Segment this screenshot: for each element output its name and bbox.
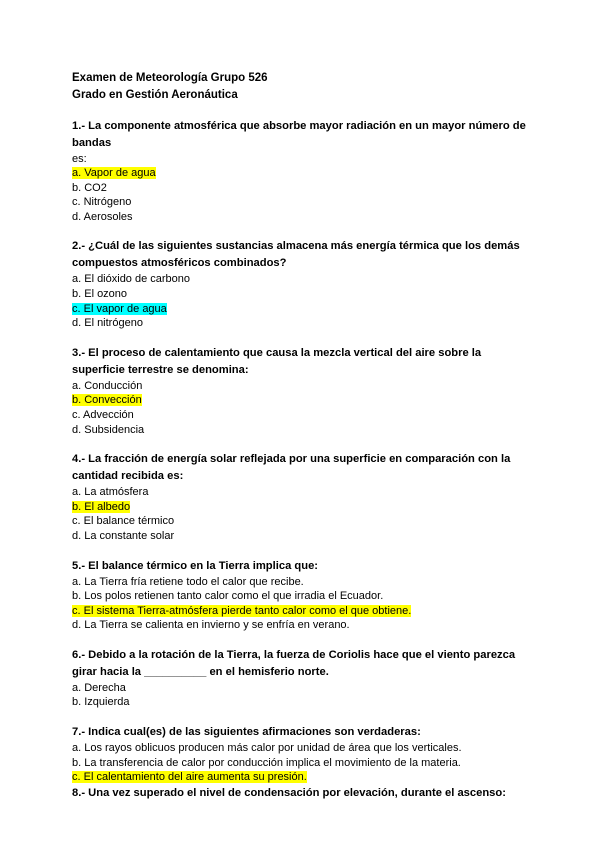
answer-option: b. La transferencia de calor por conducción implica el movimiento de la materia.: [72, 756, 461, 769]
answer-option: d. Subsidencia: [72, 423, 145, 436]
answer-option: a. Los rayos oblicuos producen más calor por unidad de área que los verticales.: [72, 742, 462, 755]
question-2: [72, 238, 532, 330]
answer-option: a. Conducción: [72, 379, 143, 392]
answer-option: b. El albedo: [72, 500, 131, 513]
answer-option: b. Izquierda: [72, 696, 130, 709]
answer-option: a. Derecha: [72, 681, 126, 694]
answer-option: a. Vapor de agua: [72, 167, 156, 179]
answer-option: a. La Tierra fría retiene todo el calor que recibe.: [72, 575, 304, 588]
answer-option: d. Aerosoles: [72, 210, 133, 223]
question-title: 3.- El proceso de calentamiento que causa la mezcla vertical del aire sobre la superficie terrestre se denomina:: [72, 346, 482, 376]
answer-option: a. La atmósfera: [72, 486, 149, 499]
question-title: 7.- Indica cual(es) de las siguientes afirmaciones son verdaderas:: [72, 726, 421, 739]
answer-option: c. El balance térmico: [72, 515, 175, 528]
answer-option: b. Convección: [72, 394, 142, 407]
question-4: [72, 451, 532, 543]
question-5: [72, 558, 532, 633]
answer-option: a. El dióxido de carbono: [72, 273, 191, 286]
answer-option: c. El vapor de agua: [72, 302, 167, 315]
exam-subtitle: Grado en Gestión Aeronáutica: [72, 89, 238, 101]
answer-option: c. El calentamiento del aire aumenta su presión.: [72, 771, 307, 784]
exam-page: [72, 70, 532, 802]
answer-option: c. El sistema Tierra-atmósfera pierde tanto calor como el que obtiene.: [72, 604, 412, 617]
question-title: 1.- La componente atmosférica que absorbe mayor radiación en un mayor número de bandas: [72, 120, 526, 149]
answer-option: d. La constante solar: [72, 529, 175, 542]
answer-option: b. CO2: [72, 181, 107, 194]
answer-option: b. Los polos retienen tanto calor como el que irradia el Ecuador.: [72, 590, 384, 603]
answer-option: d. La Tierra se calienta en invierno y se enfría en verano.: [72, 619, 350, 632]
question-title: 4.- La fracción de energía solar reflejada por una superficie en comparación con la cantidad recibida es:: [72, 453, 511, 483]
question-7: [72, 724, 532, 785]
answer-option: c. Nitrógeno: [72, 196, 132, 209]
answer-option: d. El nitrógeno: [72, 317, 143, 330]
question-6: [72, 647, 532, 710]
answer-option: c. Advección: [72, 408, 134, 421]
question-title: 6.- Debido a la rotación de la Tierra, la fuerza de Coriolis hace que el viento parezca girar hacia la __________ en el hemisferio norte.: [72, 648, 516, 678]
question-title: 5.- El balance térmico en la Tierra implica que:: [72, 559, 319, 572]
exam-header: [72, 70, 532, 104]
question-1: [72, 118, 532, 224]
question-title: 2.- ¿Cuál de las siguientes sustancias almacena más energía térmica que los demás compuestos atmosféricos combinados?: [72, 240, 520, 270]
answer-option: b. El ozono: [72, 287, 128, 300]
question-title-continuation: es:: [72, 153, 87, 165]
question-8: [72, 785, 532, 802]
question-title: 8.- Una vez superado el nivel de condensación por elevación, durante el ascenso:: [72, 786, 506, 799]
question-3: [72, 345, 532, 437]
exam-title: Examen de Meteorología Grupo 526: [72, 72, 268, 84]
